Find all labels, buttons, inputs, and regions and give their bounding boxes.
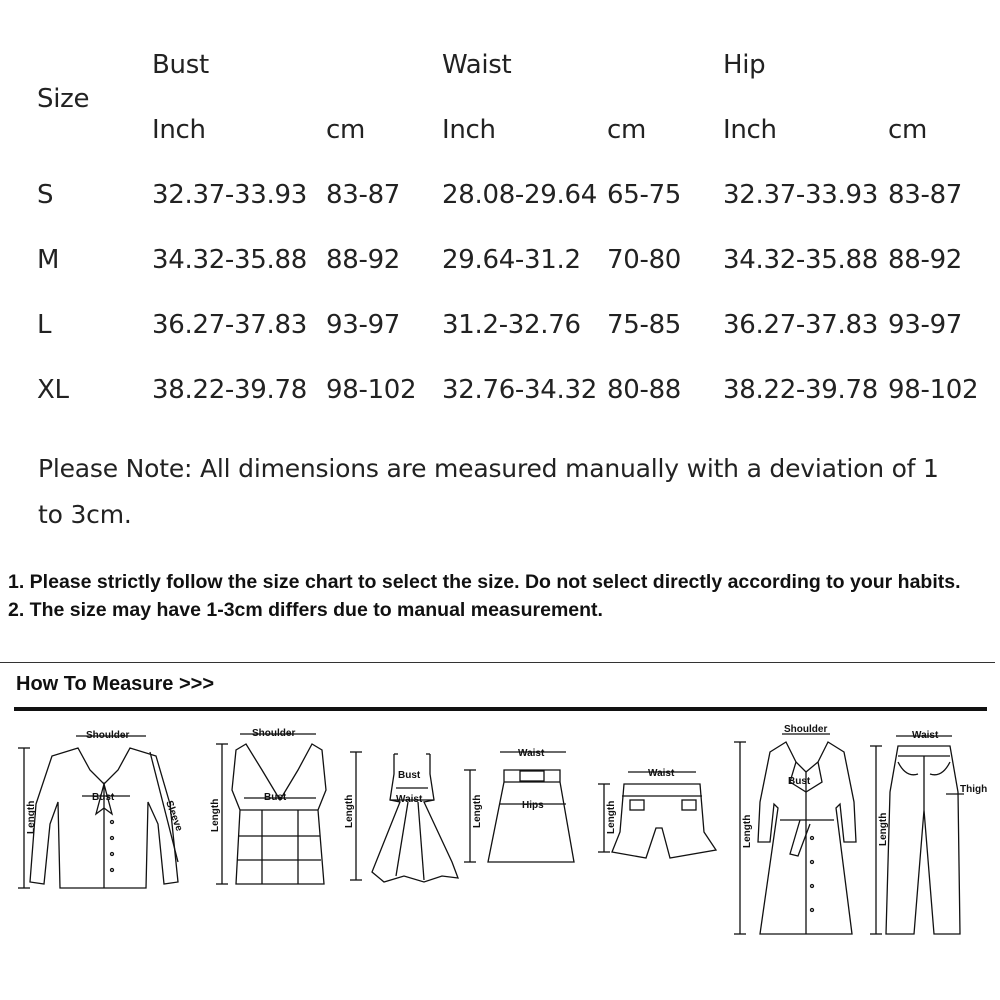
thigh-label: Thigh <box>960 784 988 795</box>
garment-diagrams <box>0 712 1000 952</box>
table-cell: 36.27-37.83 <box>152 310 307 340</box>
bust-label: Bust <box>264 792 287 803</box>
table-cell: 32.37-33.93 <box>723 180 878 210</box>
table-cell: 98-102 <box>326 375 417 405</box>
instructions <box>8 568 993 624</box>
table-cell: 80-88 <box>607 375 682 405</box>
table-cell: 98-102 <box>888 375 979 405</box>
length-label: Length <box>210 798 221 832</box>
table-cell: 34.32-35.88 <box>723 245 878 275</box>
table-cell: 28.08-29.64 <box>442 180 597 210</box>
table-cell: 31.2-32.76 <box>442 310 581 340</box>
unit-header: cm <box>607 115 647 145</box>
table-cell: 70-80 <box>607 245 682 275</box>
length-label: Length <box>472 794 483 828</box>
length-label: Length <box>742 814 753 848</box>
unit-header: cm <box>888 115 928 145</box>
waist-label: Waist <box>912 730 939 741</box>
length-label: Length <box>344 794 355 828</box>
bust-label: Bust <box>788 776 811 787</box>
shoulder-label: Shoulder <box>252 728 296 739</box>
length-label: Length <box>606 800 617 834</box>
table-cell: 88-92 <box>888 245 963 275</box>
table-cell: 93-97 <box>326 310 401 340</box>
table-cell: 29.64-31.2 <box>442 245 581 275</box>
unit-header: Inch <box>723 115 777 145</box>
hip-header: Hip <box>723 50 766 80</box>
table-cell: 65-75 <box>607 180 682 210</box>
sleeve-label: Sleeve <box>163 799 185 833</box>
instruction-item: 1. Please strictly follow the size chart to select the size. Do not select directly according to your habits. <box>8 571 961 593</box>
table-cell: 83-87 <box>326 180 401 210</box>
bust-label: Bust <box>92 792 115 803</box>
shirt-diagram <box>18 736 178 888</box>
tank-top-diagram <box>216 734 326 884</box>
table-cell: 75-85 <box>607 310 682 340</box>
shoulder-label: Shoulder <box>784 724 828 735</box>
table-cell: 32.76-34.32 <box>442 375 597 405</box>
unit-header: cm <box>326 115 366 145</box>
shoulder-label: Shoulder <box>86 730 130 741</box>
row-size: XL <box>37 375 69 405</box>
waist-label: Waist <box>648 768 675 779</box>
unit-header: Inch <box>442 115 496 145</box>
waist-header: Waist <box>442 50 512 80</box>
size-table <box>0 0 1000 430</box>
row-size: L <box>37 310 52 340</box>
waist-label: Waist <box>518 748 545 759</box>
bust-label: Bust <box>398 770 421 781</box>
table-cell: 36.27-37.83 <box>723 310 878 340</box>
table-cell: 34.32-35.88 <box>152 245 307 275</box>
how-to-measure-title: How To Measure >>> <box>16 673 215 695</box>
table-cell: 83-87 <box>888 180 963 210</box>
divider <box>0 662 995 663</box>
row-size: S <box>37 180 54 210</box>
bust-header: Bust <box>152 50 209 80</box>
size-header: Size <box>37 84 90 114</box>
table-cell: 32.37-33.93 <box>152 180 307 210</box>
row-size: M <box>37 245 60 275</box>
instruction-item: 2. The size may have 1-3cm differs due to manual measurement. <box>8 599 603 621</box>
hips-label: Hips <box>522 800 544 811</box>
length-label: Length <box>878 812 889 846</box>
waist-label: Waist <box>396 794 423 805</box>
measurement-note: Please Note: All dimensions are measured manually with a deviation of 1 to 3cm. <box>38 454 939 529</box>
unit-header: Inch <box>152 115 206 145</box>
table-cell: 93-97 <box>888 310 963 340</box>
table-cell: 88-92 <box>326 245 401 275</box>
length-label: Length <box>26 800 37 834</box>
table-cell: 38.22-39.78 <box>723 375 878 405</box>
table-cell: 38.22-39.78 <box>152 375 307 405</box>
divider <box>14 707 987 711</box>
